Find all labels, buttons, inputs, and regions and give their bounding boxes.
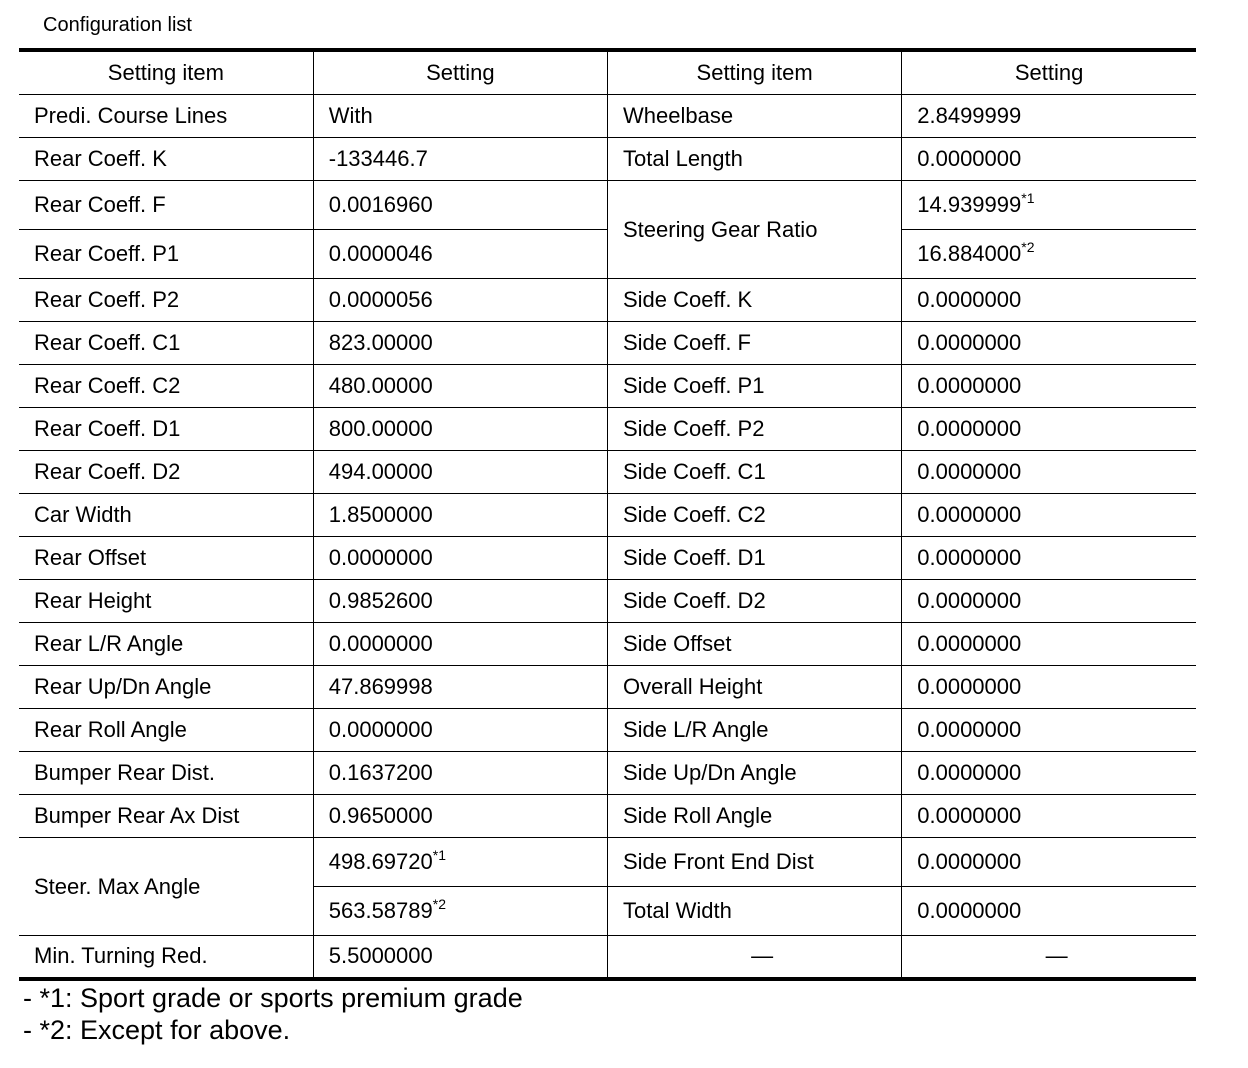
setting-value-cell: 823.00000 bbox=[313, 322, 607, 365]
setting-item-cell: Side Front End Dist bbox=[608, 838, 902, 887]
setting-value-cell: 0.9650000 bbox=[313, 795, 607, 838]
setting-value-cell: 47.869998 bbox=[313, 666, 607, 709]
setting-item-cell: Side Coeff. F bbox=[608, 322, 902, 365]
setting-value-cell: 0.0000000 bbox=[902, 537, 1196, 580]
setting-item-cell: Side Offset bbox=[608, 623, 902, 666]
setting-value-cell: 2.8499999 bbox=[902, 95, 1196, 138]
footnote-ref: *2 bbox=[432, 896, 446, 912]
setting-item-cell: Side Coeff. D1 bbox=[608, 537, 902, 580]
setting-value-text: 14.939999 bbox=[917, 192, 1022, 217]
table-row bbox=[19, 795, 1196, 838]
table-header-row bbox=[19, 50, 1196, 95]
table-row bbox=[19, 451, 1196, 494]
setting-value-cell: -133446.7 bbox=[313, 138, 607, 181]
table-row bbox=[19, 580, 1196, 623]
setting-value-cell: 0.0000000 bbox=[902, 709, 1196, 752]
setting-value-cell: 0.0000000 bbox=[902, 795, 1196, 838]
setting-item-cell: Min. Turning Red. bbox=[19, 936, 313, 979]
setting-value-cell: 0.9852600 bbox=[313, 580, 607, 623]
setting-value-cell: 0.0000000 bbox=[902, 322, 1196, 365]
setting-value-cell: 0.0000000 bbox=[902, 623, 1196, 666]
setting-item-cell: Total Width bbox=[608, 887, 902, 936]
setting-item-cell: Rear Coeff. D2 bbox=[19, 451, 313, 494]
header-setting-left: Setting bbox=[313, 50, 607, 95]
setting-item-cell: Side Coeff. K bbox=[608, 279, 902, 322]
setting-item-cell: Rear Coeff. K bbox=[19, 138, 313, 181]
setting-value-text: 498.69720 bbox=[328, 849, 433, 874]
header-setting-item-left: Setting item bbox=[19, 50, 313, 95]
setting-item-cell: Total Length bbox=[608, 138, 902, 181]
setting-value-cell: With bbox=[313, 95, 607, 138]
setting-value-cell: 0.0000000 bbox=[902, 580, 1196, 623]
setting-value-cell bbox=[313, 887, 607, 936]
setting-value-cell: 0.0000000 bbox=[902, 408, 1196, 451]
setting-item-cell: Wheelbase bbox=[608, 95, 902, 138]
setting-item-cell: Car Width bbox=[19, 494, 313, 537]
setting-item-cell: Rear L/R Angle bbox=[19, 623, 313, 666]
footnotes bbox=[23, 982, 523, 1046]
setting-item-cell: Overall Height bbox=[608, 666, 902, 709]
setting-value-cell: 0.0000000 bbox=[902, 138, 1196, 181]
footnote-1: - *1: Sport grade or sports premium grade bbox=[23, 983, 523, 1013]
setting-item-cell: Steer. Max Angle bbox=[19, 838, 313, 936]
configuration-table bbox=[19, 48, 1196, 981]
setting-value-cell: 0.0000000 bbox=[313, 623, 607, 666]
setting-value-cell: 0.0000000 bbox=[902, 887, 1196, 936]
table-row bbox=[19, 408, 1196, 451]
setting-value-cell: 494.00000 bbox=[313, 451, 607, 494]
setting-value-cell: 800.00000 bbox=[313, 408, 607, 451]
setting-item-cell: Side L/R Angle bbox=[608, 709, 902, 752]
setting-item-cell: Rear Coeff. F bbox=[19, 181, 313, 230]
setting-item-cell: Bumper Rear Ax Dist bbox=[19, 795, 313, 838]
setting-item-cell: Rear Roll Angle bbox=[19, 709, 313, 752]
setting-value-cell: 0.0000000 bbox=[902, 451, 1196, 494]
empty-value-dash: — bbox=[902, 936, 1196, 979]
setting-value-cell: 480.00000 bbox=[313, 365, 607, 408]
footnote-2: - *2: Except for above. bbox=[23, 1015, 291, 1045]
table-caption: Configuration list bbox=[43, 14, 192, 36]
setting-value-cell: 0.0000000 bbox=[902, 494, 1196, 537]
table-row bbox=[19, 181, 1196, 230]
setting-item-cell: Rear Up/Dn Angle bbox=[19, 666, 313, 709]
table-row bbox=[19, 365, 1196, 408]
table-row bbox=[19, 752, 1196, 795]
setting-value-cell: 0.0000000 bbox=[902, 279, 1196, 322]
setting-item-cell: Bumper Rear Dist. bbox=[19, 752, 313, 795]
table-row bbox=[19, 279, 1196, 322]
table-row bbox=[19, 138, 1196, 181]
table-row bbox=[19, 709, 1196, 752]
setting-value-cell bbox=[902, 181, 1196, 230]
setting-item-cell: Side Coeff. C2 bbox=[608, 494, 902, 537]
table-row bbox=[19, 936, 1196, 979]
setting-item-cell: Steering Gear Ratio bbox=[608, 181, 902, 279]
setting-item-cell: Rear Coeff. P1 bbox=[19, 230, 313, 279]
setting-item-cell: Rear Offset bbox=[19, 537, 313, 580]
table-row bbox=[19, 838, 1196, 887]
setting-value-text: 16.884000 bbox=[917, 241, 1022, 266]
setting-value-cell: 0.0000000 bbox=[902, 752, 1196, 795]
table-row bbox=[19, 95, 1196, 138]
setting-item-cell: Side Coeff. P1 bbox=[608, 365, 902, 408]
table-row bbox=[19, 666, 1196, 709]
setting-item-cell: Rear Coeff. D1 bbox=[19, 408, 313, 451]
setting-value-cell: 0.0016960 bbox=[313, 181, 607, 230]
setting-item-cell: Side Roll Angle bbox=[608, 795, 902, 838]
setting-item-cell: Side Coeff. P2 bbox=[608, 408, 902, 451]
setting-value-cell bbox=[313, 838, 607, 887]
table-row bbox=[19, 537, 1196, 580]
setting-value-cell: 0.0000046 bbox=[313, 230, 607, 279]
setting-item-cell: Rear Coeff. P2 bbox=[19, 279, 313, 322]
setting-value-cell: 0.1637200 bbox=[313, 752, 607, 795]
setting-value-cell: 0.0000000 bbox=[902, 365, 1196, 408]
footnote-ref: *2 bbox=[1021, 239, 1035, 255]
setting-item-cell: Side Up/Dn Angle bbox=[608, 752, 902, 795]
setting-value-cell: 0.0000000 bbox=[313, 537, 607, 580]
setting-item-cell: Rear Coeff. C2 bbox=[19, 365, 313, 408]
empty-item-dash: — bbox=[608, 936, 902, 979]
setting-item-cell: Rear Height bbox=[19, 580, 313, 623]
setting-value-cell bbox=[902, 230, 1196, 279]
setting-value-cell: 0.0000000 bbox=[902, 838, 1196, 887]
table-row bbox=[19, 623, 1196, 666]
setting-value-cell: 5.5000000 bbox=[313, 936, 607, 979]
setting-value-text: 563.58789 bbox=[328, 898, 433, 923]
header-setting-item-right: Setting item bbox=[608, 50, 902, 95]
header-setting-right: Setting bbox=[902, 50, 1196, 95]
setting-value-cell: 1.8500000 bbox=[313, 494, 607, 537]
setting-item-cell: Side Coeff. D2 bbox=[608, 580, 902, 623]
setting-value-cell: 0.0000056 bbox=[313, 279, 607, 322]
setting-item-cell: Rear Coeff. C1 bbox=[19, 322, 313, 365]
footnote-ref: *1 bbox=[1021, 190, 1035, 206]
footnote-ref: *1 bbox=[432, 847, 446, 863]
table-row bbox=[19, 494, 1196, 537]
setting-value-cell: 0.0000000 bbox=[902, 666, 1196, 709]
setting-item-cell: Predi. Course Lines bbox=[19, 95, 313, 138]
setting-item-cell: Side Coeff. C1 bbox=[608, 451, 902, 494]
table-row bbox=[19, 322, 1196, 365]
setting-value-cell: 0.0000000 bbox=[313, 709, 607, 752]
